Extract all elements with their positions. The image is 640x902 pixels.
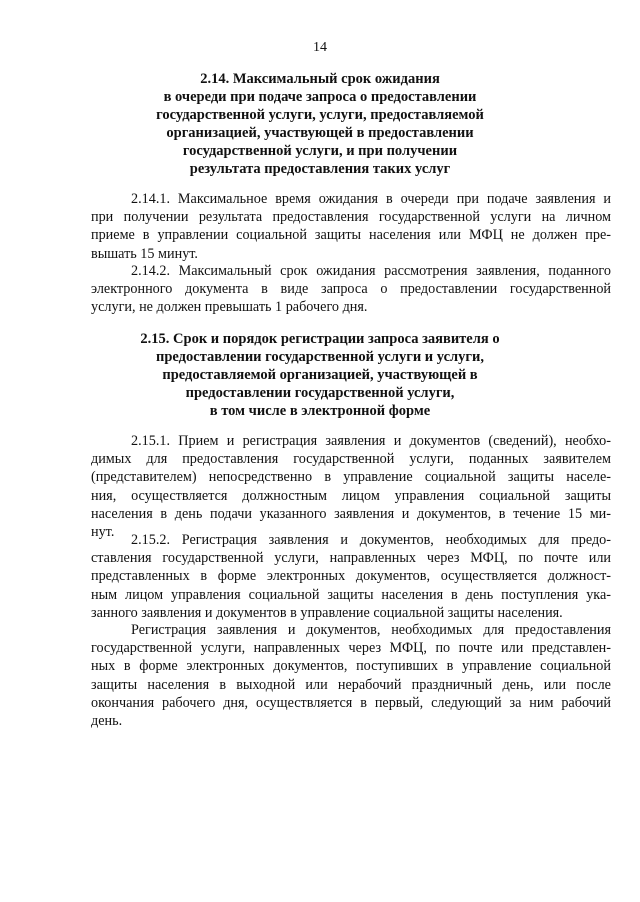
text-line: Регистрация заявления и документов, необходимых для предоставления: [131, 622, 611, 638]
text-line: 2.14.1. Максимальное время ожидания в очереди при подаче заявления и: [131, 191, 611, 207]
text-line: 2.14.2. Максимальный срок ожидания рассмотрения заявления, поданного: [131, 263, 611, 279]
heading-line: 2.15. Срок и порядок регистрации запроса заявителя о: [140, 331, 500, 347]
text-line: день.: [91, 712, 123, 729]
page-number: 14: [313, 40, 327, 55]
text-line: электронного документа в виде запроса о предоставлении государственной: [91, 281, 611, 298]
text-line: услуги, не должен превышать 1 рабочего дня.: [91, 299, 368, 316]
text-line: занного заявления и документов в управление социальной защиты населения.: [91, 604, 563, 621]
text-line: приеме в управлении социальной защиты населения или МФЦ не должен пре-: [91, 227, 611, 244]
heading-line: 2.14. Максимальный срок ожидания: [200, 71, 440, 87]
text-line: нут.: [91, 523, 115, 540]
heading-line: в том числе в электронной форме: [209, 403, 431, 419]
text-line: 2.15.1. Прием и регистрация заявления и документов (сведений), необхо-: [131, 433, 611, 449]
paragraph-2-14-1: [91, 190, 611, 263]
text-line: при получении результата предоставления государственной услуги на личном: [91, 209, 611, 226]
text-line: (представителем) непосредственно в управление социальной защиты населе-: [91, 469, 611, 486]
text-line: ным лицом управления социальной защиты населения в день поступления ука-: [91, 586, 611, 603]
heading-line: организацией, участвующей в предоставлении: [166, 125, 474, 141]
text-line: окончания рабочего дня, осуществляется в первый, следующий за ним рабочий: [91, 694, 611, 711]
heading-line: предоставляемой организацией, участвующей в: [162, 367, 478, 383]
paragraph-2-14-2: [91, 262, 611, 317]
heading-line: предоставлении государственной услуги и услуги,: [156, 349, 484, 365]
text-line: ных в форме электронных документов, поступивших в управление социальной: [91, 658, 611, 675]
heading-line: государственной услуги, и при получении: [182, 143, 458, 159]
text-line: димых для предоставления государственной услуги, поданных заявителем: [91, 451, 611, 468]
text-line: государственной услуги, направленных через МФЦ, по почте или представлен-: [91, 640, 611, 657]
heading-line: предоставлении государственной услуги,: [185, 385, 455, 401]
section-2-14-heading: [60, 70, 580, 178]
text-line: ставления государственной услуги, направленных через МФЦ, по почте или: [91, 550, 611, 567]
text-line: защиты населения в выходной или нерабочий праздничный день, или после: [91, 676, 611, 693]
text-line: 2.15.2. Регистрация заявления и документов, необходимых для предо-: [131, 532, 611, 548]
paragraph-2-15-1: [91, 432, 611, 541]
heading-line: в очереди при подаче запроса о предоставлении: [163, 89, 477, 105]
text-line: населения в день подачи указанного заявления и документов, в течение 15 ми-: [91, 505, 611, 522]
text-line: вышать 15 минут.: [91, 245, 198, 262]
text-line: ния, осуществляется должностным лицом управления социальной защиты: [91, 487, 611, 504]
section-2-15-heading: [60, 330, 580, 420]
heading-line: государственной услуги, услуги, предоставляемой: [156, 107, 484, 123]
paragraph-registration: [91, 621, 611, 730]
paragraph-2-15-2: [91, 531, 611, 622]
heading-line: результата предоставления таких услуг: [189, 161, 451, 177]
text-line: представленных в форме электронных документов, осуществляется должност-: [91, 568, 611, 585]
